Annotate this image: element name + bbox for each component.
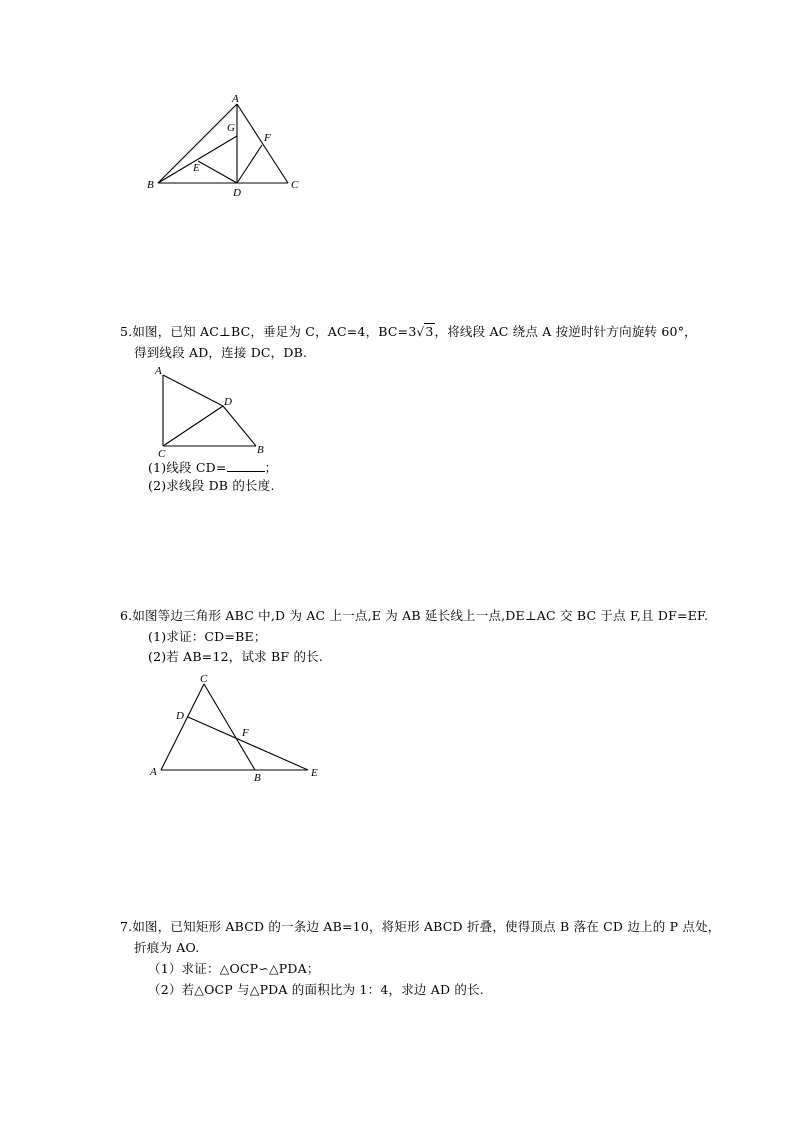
label-a: A bbox=[155, 365, 162, 377]
figure-abcdefg bbox=[140, 90, 320, 200]
figure-q6 bbox=[145, 668, 330, 786]
segment-df bbox=[237, 145, 262, 183]
q5-part1 bbox=[148, 460, 277, 476]
label-e: E bbox=[311, 767, 318, 779]
q5-line2: 得到线段 AD，连接 DC，DB. bbox=[134, 345, 308, 360]
q5-part1-before: (1)线段 CD= bbox=[148, 460, 227, 475]
q5-line1-after: ，将线段 AC 绕点 A 按逆时针方向旋转 60°， bbox=[434, 324, 697, 339]
answer-blank[interactable] bbox=[227, 460, 265, 472]
label-b: B bbox=[147, 179, 154, 191]
sqrt-symbol: √ bbox=[416, 325, 425, 339]
label-f: F bbox=[242, 727, 249, 739]
label-e: E bbox=[193, 162, 200, 174]
q6-part1: (1)求证：CD=BE； bbox=[148, 629, 267, 644]
figure-q5 bbox=[150, 362, 280, 462]
label-g: G bbox=[227, 122, 235, 134]
q7-line2: 折痕为 AO. bbox=[134, 940, 200, 955]
figure-q5-svg bbox=[150, 362, 280, 462]
figure-q6-svg bbox=[145, 668, 330, 786]
sqrt-three bbox=[417, 324, 435, 340]
segment-ad bbox=[163, 375, 223, 406]
label-c: C bbox=[158, 448, 166, 460]
q5-part1-after: ； bbox=[264, 460, 278, 475]
q6-line1: 6.如图等边三角形 ABC 中,D 为 AC 上一点,E 为 AB 延长线上一点,DE⊥AC 交 BC 于点 F,且 DF=EF. bbox=[120, 608, 709, 623]
label-f: F bbox=[264, 132, 271, 144]
label-d: D bbox=[176, 710, 184, 722]
q5-line1-before: 5.如图，已知 AC⊥BC，垂足为 C，AC=4，BC=3 bbox=[120, 324, 417, 339]
q5-part2: (2)求线段 DB 的长度. bbox=[148, 478, 275, 493]
label-a: A bbox=[232, 93, 239, 105]
segment-ac bbox=[161, 684, 204, 770]
label-d: D bbox=[233, 187, 241, 199]
label-d: D bbox=[224, 396, 232, 408]
q6-part2: (2)若 AB=12，试求 BF 的长. bbox=[148, 649, 324, 664]
q7-line1: 7.如图，已知矩形 ABCD 的一条边 AB=10，将矩形 ABCD 折叠，使得顶点 B 落在 CD 边上的 P 点处， bbox=[120, 919, 721, 934]
q7-part1: （1）求证：△OCP∽△PDA； bbox=[148, 961, 320, 976]
label-c: C bbox=[200, 673, 208, 685]
q5-line1 bbox=[120, 324, 697, 340]
sqrt-radicand: 3 bbox=[425, 324, 434, 339]
label-b: B bbox=[257, 444, 264, 456]
q7-part2: （2）若△OCP 与△PDA 的面积比为 1：4，求边 AD 的长. bbox=[148, 982, 484, 997]
segment-dc bbox=[163, 406, 223, 446]
figure-abcdefg-svg bbox=[140, 90, 320, 200]
segment-db bbox=[223, 406, 256, 446]
label-b: B bbox=[254, 772, 261, 784]
label-a: A bbox=[150, 766, 157, 778]
segment-ed bbox=[198, 161, 237, 183]
segment-de bbox=[188, 717, 308, 770]
label-c: C bbox=[291, 179, 299, 191]
